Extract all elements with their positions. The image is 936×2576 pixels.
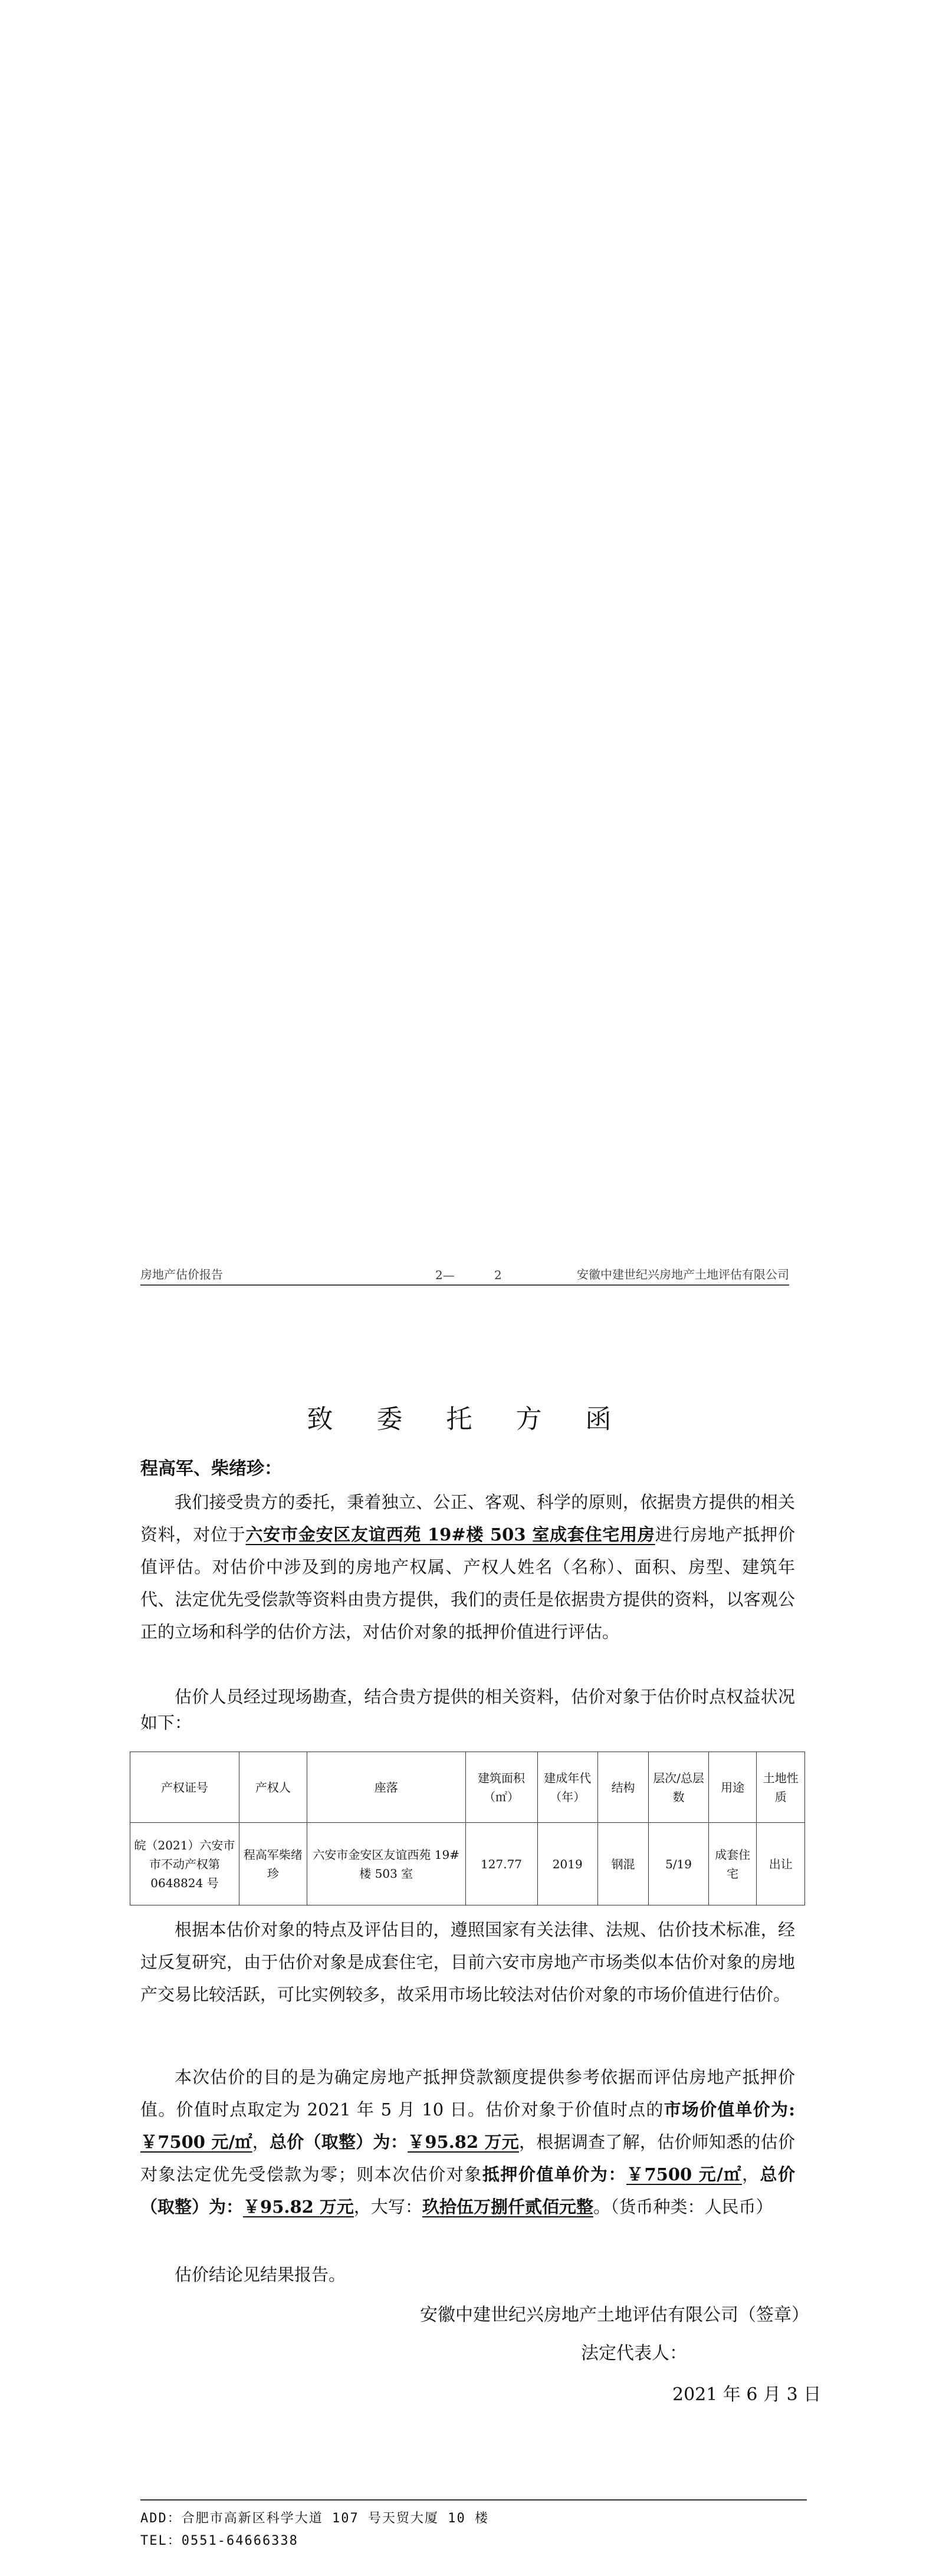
table-cell: 出让	[757, 1823, 805, 1905]
text-run: 进行房地产抵押价值评估。对估价中涉及到的房地产权属、产权人姓名（名称）、面积、房型、建筑年代、法定优先受偿款等资料由贵方提供，我们的责任是依据贵方提供的资料，以客观公正的立场和科学的估价方法，对估价对象的抵押价值进行评估。	[140, 1524, 795, 1642]
header-report-type: 房地产估价报告	[140, 1267, 223, 1282]
letter-salutation: 程高军、柴绪珍：	[140, 1458, 282, 1479]
table-cell: 5/19	[649, 1823, 709, 1905]
table-cell: 127.77	[465, 1823, 537, 1905]
mortgage-unit-price: ￥7500 元/㎡	[626, 2164, 742, 2184]
table-header-cell: 用途	[708, 1752, 757, 1823]
text-run: 。（货币种类：人民币）	[593, 2197, 773, 2217]
signature-representative: 法定代表人：	[581, 2343, 687, 2364]
text-run: 市场价值单价为:	[664, 2099, 795, 2120]
table-cell: 成套住宅	[708, 1823, 757, 1905]
paragraph: 估价人员经过现场勘查，结合贵方提供的相关资料，估价对象于估价时点权益状况如下：	[140, 1687, 795, 1733]
footer-rule	[140, 2499, 807, 2501]
paragraph	[140, 2061, 795, 2223]
signature-date: 2021 年 6 月 3 日	[672, 2384, 822, 2405]
paragraph	[140, 1486, 795, 1648]
page-header	[140, 1262, 789, 1286]
table-cell: 钢混	[597, 1823, 648, 1905]
mortgage-total-price: ￥95.82 万元	[243, 2197, 354, 2217]
table-header-cell: 产权证号	[130, 1752, 239, 1823]
text-run: ，大写：	[353, 2197, 422, 2217]
market-unit-price: ￥7500 元/㎡	[140, 2132, 252, 2152]
table-header-row	[130, 1752, 805, 1823]
table-header-cell: 层次/总层数	[649, 1752, 709, 1823]
text-run: 总价（取整）为：	[140, 2164, 795, 2217]
text-run: ，根据调查了解，估价师知悉的估价对象法定优先受偿款为零；则本次估价对象	[140, 2132, 795, 2184]
table-header-cell: 建筑面积（㎡）	[465, 1752, 537, 1823]
footer-address: ADD：合肥市高新区科学大道 107 号天贸大厦 10 楼	[140, 2511, 489, 2526]
header-page-number: 2	[494, 1268, 502, 1282]
signature-company: 安徽中建世纪兴房地产土地评估有限公司（签章）	[420, 2305, 809, 2325]
text-run: ，	[741, 2164, 760, 2184]
header-rule	[140, 1284, 789, 1286]
text-run: 本次估价的目的是为确定房地产抵押贷款额度提供参考依据而评估房地产抵押价值。价值时点取定为 2021 年 5 月 10 日。估价对象于价值时点的	[140, 2067, 795, 2120]
footer-phone: TEL：0551-64666338	[140, 2534, 298, 2548]
page-footer	[140, 2508, 489, 2552]
letter-title: 致 委 托 方 函	[307, 1404, 629, 1434]
paragraph: 估价结论见结果报告。	[175, 2265, 346, 2285]
table-cell: 2019	[537, 1823, 597, 1905]
paragraph: 根据本估价对象的特点及评估目的，遵照国家有关法律、法规、估价技术标准，经过反复研究，由于估价对象是成套住宅，目前六安市房地产市场类似本估价对象的房地产交易比较活跃，可比实例较多，故采用市场比较法对估价对象的市场价值进行估价。	[140, 1920, 795, 2005]
rights-table	[130, 1752, 805, 1905]
table-cell: 程高军柴绪珍	[239, 1823, 307, 1905]
table-cell: 六安市金安区友谊西苑 19#楼 503 室	[307, 1823, 465, 1905]
header-page-prefix: 2—	[435, 1268, 455, 1282]
table-header-cell: 土地性质	[757, 1752, 805, 1823]
header-company: 安徽中建世纪兴房地产土地评估有限公司	[577, 1267, 789, 1282]
text-run: 总价（取整）为：	[269, 2132, 408, 2152]
market-total-price: ￥95.82 万元	[408, 2132, 520, 2152]
text-run: ，	[252, 2132, 270, 2152]
text-run: 抵押价值单价为：	[482, 2164, 626, 2184]
table-header-cell: 建成年代（年）	[537, 1752, 597, 1823]
total-in-words: 玖拾伍万捌仟贰佰元整	[422, 2197, 593, 2217]
text-run: 我们接受贵方的委托，秉着独立、公正、客观、科学的原则，依据贵方提供的相关资料，对位于	[140, 1492, 795, 1545]
table-header-cell: 座落	[307, 1752, 465, 1823]
property-address: 六安市金安区友谊西苑 19#楼 503 室成套住宅用房	[245, 1524, 655, 1545]
table-header-cell: 产权人	[239, 1752, 307, 1823]
table-row	[130, 1823, 805, 1905]
table-header-cell: 结构	[597, 1752, 648, 1823]
table-cell: 皖（2021）六安市市不动产权第 0648824 号	[130, 1823, 239, 1905]
